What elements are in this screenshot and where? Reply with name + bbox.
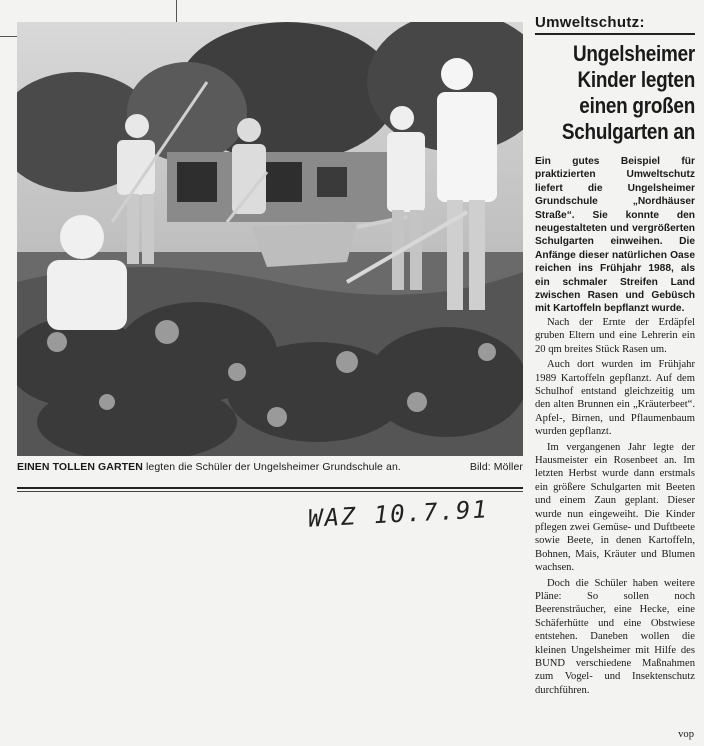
author-signature: vop — [678, 729, 694, 740]
article-headline — [535, 41, 695, 145]
article-paragraph: Im vergangenen Jahr legte der Hausmeister ein Rosenbeet an. Im letzten Herbst wurde dann erstmals ein größere Schulgarten mit Beeten und einem Zaun geplant. Dieser wurde nun eingeweiht. Die Kinder pflegen zwei Gemüse- und Duftbeete sowie Beete, in denen Kartoffeln, Bohnen, Mais, Kräuter und Blumen wachsen. — [535, 441, 695, 574]
headline-line: Ungelsheimer — [572, 41, 695, 66]
photo-credit: Bild: Möller — [469, 461, 523, 473]
article-column — [535, 14, 695, 697]
article-paragraph: Auch dort wurden im Frühjahr 1989 Kartoffeln gepflanzt. Auf dem Schulhof entstand gleichzeitig um den alten Brunnen ein „Kräuterbeet“. Apfel-, Birnen, und Pflaumenbaum wurden gepflanzt. — [535, 359, 695, 438]
caption-text: legten die Schüler der Ungelsheimer Grundschule an. — [142, 461, 401, 473]
article-kicker: Umweltschutz: — [535, 14, 695, 35]
article-photo — [17, 22, 523, 456]
headline-line: Kinder legten — [577, 67, 695, 92]
garden-photo-illustration — [17, 22, 523, 456]
headline-line: Schulgarten an — [561, 119, 695, 144]
caption-rule-thin — [17, 491, 523, 492]
article-paragraph: Doch die Schüler haben weitere Pläne: So sollen noch Beerensträucher, eine Hecke, eine Schäferhütte und eine Obstwiese entstehen. Daneben wollen die kleinen Ungelsheimer mit Hilfe des BUND verschiedene Maßnahmen zum Vogel- und Insektenschutz durchführen. — [535, 577, 695, 696]
handwritten-source-note: WAZ 10.7.91 — [307, 495, 490, 533]
caption-rule — [17, 487, 523, 489]
caption-lead: EINEN TOLLEN GARTEN — [17, 461, 143, 473]
article-paragraph: Nach der Ernte der Erdäpfel gruben Eltern und eine Lehrerin ein 20 qm breites Stück Rasen um. — [535, 316, 695, 355]
headline-line: einen großen — [579, 93, 695, 118]
article-lead: Ein gutes Beispiel für praktizierten Umweltschutz liefert die Ungelsheimer Grundschule „Nordhäuser Straße“. Sie konnte den neugestalteten und vergrößerten Schulgarten einweihen. Die Anfänge dieser natürlichen Oase reichen ins Frühjahr 1988, als ein schmaler Streifen Land zwischen Rasen und Gebüsch mit Kartoffeln bepflanzt wurde. — [535, 156, 695, 315]
photo-caption — [17, 461, 523, 473]
article-body — [535, 316, 695, 697]
